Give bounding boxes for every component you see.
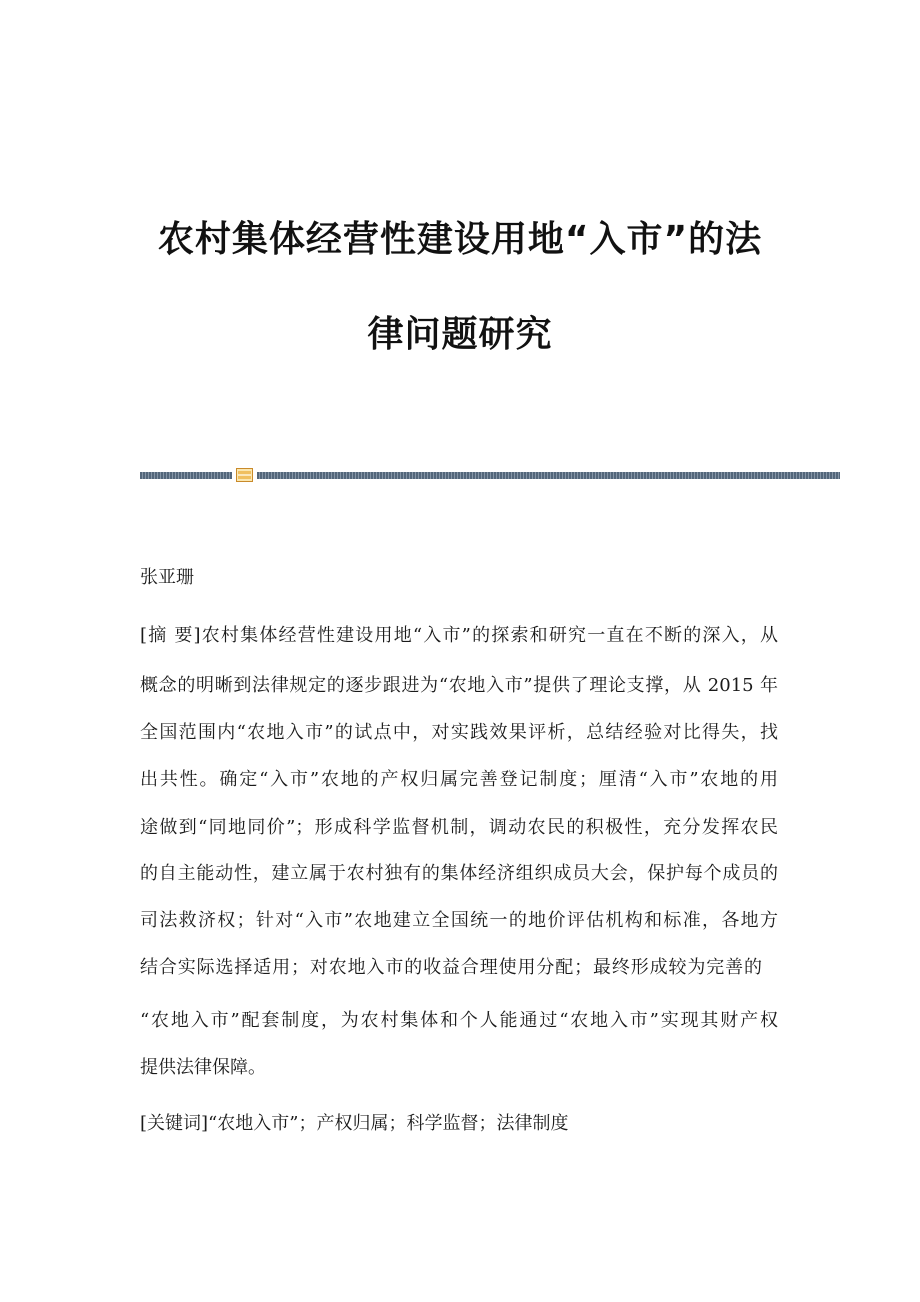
abstract-line: 出共性。确定“入市”农地的产权归属完善登记制度；厘清“入市”农地的用 (140, 769, 778, 790)
abstract-line: 概念的明晰到法律规定的逐步跟进为“农地入市”提供了理论支撑，从 2015 年 (140, 675, 778, 696)
divider-bar-right (257, 472, 840, 479)
divider-bar-left (140, 472, 232, 479)
title-line-2: 律问题研究 (367, 314, 553, 355)
abstract-line: [摘 要]农村集体经营性建设用地“入市”的探索和研究一直在不断的深入，从 (140, 625, 778, 646)
abstract-line: 司法救济权；针对“入市”农地建立全国统一的地价评估机构和标准，各地方 (140, 910, 778, 931)
abstract-line: 提供法律保障。 (140, 1057, 266, 1078)
abstract-line: 的自主能动性，建立属于农村独有的集体经济组织成员大会，保护每个成员的 (140, 863, 778, 884)
author-name: 张亚珊 (140, 567, 194, 588)
abstract-line: 结合实际选择适用；对农地入市的收益合理使用分配；最终形成较为完善的 (140, 957, 762, 978)
abstract-line: 全国范围内“农地入市”的试点中，对实践效果评析，总结经验对比得失，找 (140, 722, 778, 743)
abstract-line: 途做到“同地同价”；形成科学监督机制，调动农民的积极性，充分发挥农民 (140, 817, 778, 838)
envelope-ornament-icon (236, 468, 253, 482)
title-line-1: 农村集体经营性建设用地“入市”的法 (157, 219, 763, 260)
keywords: [关键词]“农地入市”；产权归属；科学监督；法律制度 (140, 1113, 569, 1134)
abstract-line: “农地入市”配套制度，为农村集体和个人能通过“农地入市”实现其财产权 (140, 1010, 778, 1031)
